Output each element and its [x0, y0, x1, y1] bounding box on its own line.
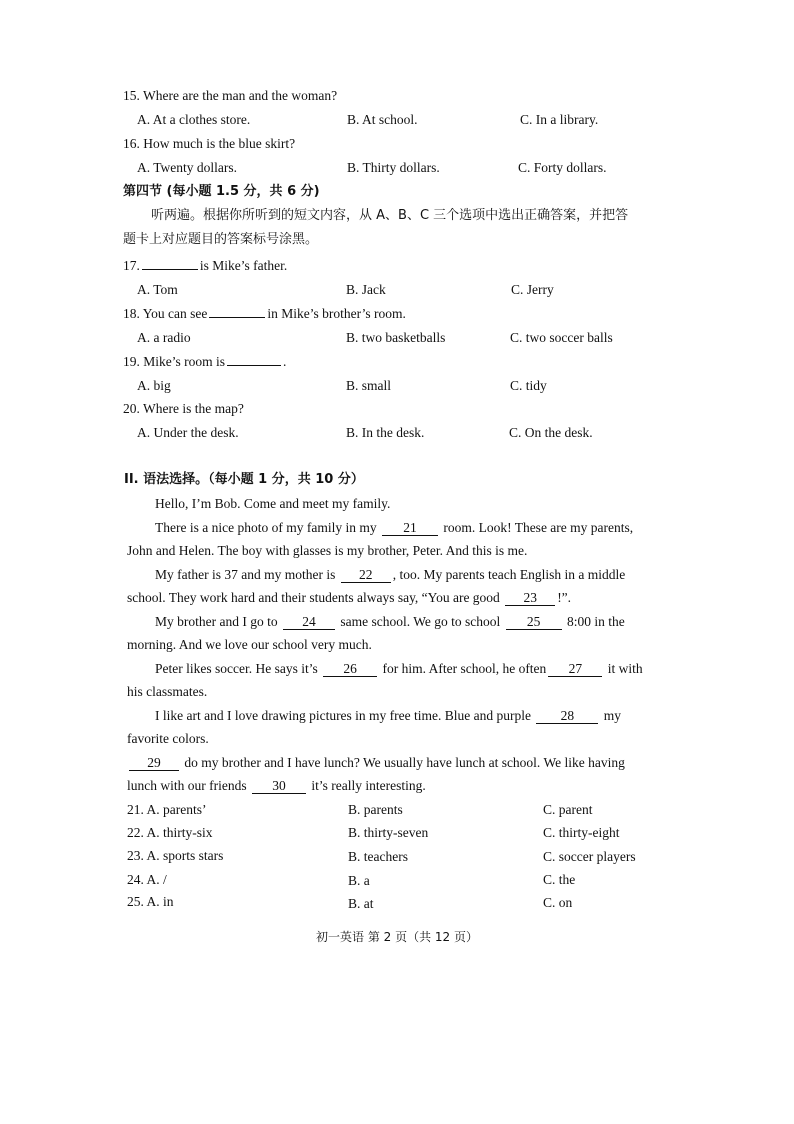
blank-24: 24 [283, 614, 335, 630]
q16-option-a: A. Twenty dollars. [137, 160, 238, 175]
blank-23: 23 [505, 590, 555, 606]
q18-option-c: C. two soccer balls [510, 330, 613, 345]
q18-stem-pre: 18. You can see [123, 306, 208, 321]
q20-stem: 20. Where is the map? [123, 401, 244, 416]
passage-line-12 [127, 754, 625, 772]
q15-stem: 15. Where are the man and the woman? [123, 88, 338, 103]
blank-25: 25 [506, 614, 562, 630]
q25-option-a: 25. A. in [127, 894, 174, 909]
q23-option-c: C. soccer players [543, 849, 636, 864]
passage-text: There is a nice photo of my family in my [155, 520, 377, 535]
q21-option-c: C. parent [543, 802, 593, 817]
q23-option-b: B. teachers [348, 849, 408, 864]
q22-option-a: 22. A. thirty-six [127, 825, 213, 840]
q18-stem-post: in Mike’s brother’s room. [267, 306, 406, 321]
q17-option-a: A. Tom [137, 282, 178, 297]
q19-option-a: A. big [137, 378, 171, 393]
q20-option-a: A. Under the desk. [137, 425, 239, 440]
section4-instruction-line2: 题卡上对应题目的答案标号涂黑。 [123, 232, 319, 247]
q19-stem-post: . [283, 354, 287, 369]
q20-option-c: C. On the desk. [509, 425, 593, 440]
q16-stem: 16. How much is the blue skirt? [123, 136, 296, 151]
passage-text: my [603, 708, 622, 723]
passage-line-10 [155, 707, 621, 725]
section4-title: 第四节 (每小题 1.5 分，共 6 分) [123, 184, 320, 199]
passage-text: , too. My parents teach English in a middle [392, 567, 626, 582]
blank-26: 26 [323, 661, 377, 677]
passage-text: My father is 37 and my mother is [155, 567, 336, 582]
passage-line-13 [127, 777, 426, 795]
passage-text: same school. We go to school [340, 614, 501, 629]
q18-blank [209, 317, 265, 318]
q24-option-c: C. the [543, 872, 576, 887]
blank-22: 22 [341, 567, 391, 583]
q19-stem-pre: 19. Mike’s room is [123, 354, 226, 369]
passage-text: school. They work hard and their students always say, “You are good [127, 590, 500, 605]
q17-option-b: B. Jack [346, 282, 386, 297]
q19-option-b: B. small [346, 378, 392, 393]
q23-option-a: 23. A. sports stars [127, 848, 224, 863]
q19-option-c: C. tidy [510, 378, 547, 393]
blank-29: 29 [129, 755, 179, 771]
page-footer: 初一英语 第 2 页（共 12 页） [316, 930, 478, 944]
passage-text: I like art and I love drawing pictures in my free time. Blue and purple [155, 708, 532, 723]
passage-line-8 [155, 660, 643, 678]
q15-option-a: A. At a clothes store. [137, 112, 251, 127]
q17-blank [142, 269, 198, 270]
part2-title: II. 语法选择。（每小题 1 分，共 10 分） [124, 472, 364, 487]
passage-text: lunch with our friends [127, 778, 247, 793]
passage-text: Peter likes soccer. He says it’s [155, 661, 318, 676]
passage-text: 8:00 in the [567, 614, 625, 629]
q16-option-c: C. Forty dollars. [518, 160, 607, 175]
q19-stem [123, 353, 286, 371]
q16-option-b: B. Thirty dollars. [347, 160, 440, 175]
passage-text: My brother and I go to [155, 614, 278, 629]
q22-option-b: B. thirty-seven [348, 825, 429, 840]
q22-option-c: C. thirty-eight [543, 825, 620, 840]
passage-line-3: John and Helen. The boy with glasses is my brother, Peter. And this is me. [127, 543, 528, 558]
q17-stem-post: is Mike’s father. [199, 258, 288, 273]
q18-stem [123, 305, 406, 323]
q17-option-c: C. Jerry [511, 282, 554, 297]
passage-line-2 [155, 519, 633, 537]
passage-line-6 [155, 613, 625, 631]
passage-text: room. Look! These are my parents, [443, 520, 634, 535]
blank-30: 30 [252, 778, 306, 794]
passage-text: do my brother and I have lunch? We usually have lunch at school. We like having [184, 755, 625, 770]
passage-line-5 [127, 589, 571, 607]
q21-option-b: B. parents [348, 802, 403, 817]
blank-28: 28 [536, 708, 598, 724]
passage-line-7: morning. And we love our school very much. [127, 637, 372, 652]
blank-27: 27 [548, 661, 602, 677]
q18-option-a: A. a radio [137, 330, 191, 345]
passage-text: for him. After school, he often [382, 661, 547, 676]
section4-instruction-line1: 听两遍。根据你所听到的短文内容，从 A、B、C 三个选项中选出正确答案，并把答 [151, 208, 629, 223]
passage-text: it with [607, 661, 643, 676]
passage-line-11: favorite colors. [127, 731, 209, 746]
q17-stem [123, 257, 287, 275]
q24-option-a: 24. A. / [127, 872, 167, 887]
q25-option-b: B. at [348, 896, 374, 911]
q15-option-c: C. In a library. [520, 112, 599, 127]
q19-blank [227, 365, 281, 366]
passage-text: it’s really interesting. [311, 778, 426, 793]
passage-text: !”. [557, 590, 572, 605]
passage-line-4 [155, 566, 625, 584]
q21-option-a: 21. A. parents’ [127, 802, 207, 817]
q18-option-b: B. two basketballs [346, 330, 446, 345]
q15-option-b: B. At school. [347, 112, 418, 127]
blank-21: 21 [382, 520, 438, 536]
q25-option-c: C. on [543, 895, 573, 910]
passage-line-9: his classmates. [127, 684, 208, 699]
q24-option-b: B. a [348, 873, 370, 888]
passage-line-1: Hello, I’m Bob. Come and meet my family. [155, 496, 391, 511]
q20-option-b: B. In the desk. [346, 425, 425, 440]
q17-stem-pre: 17. [123, 258, 140, 273]
